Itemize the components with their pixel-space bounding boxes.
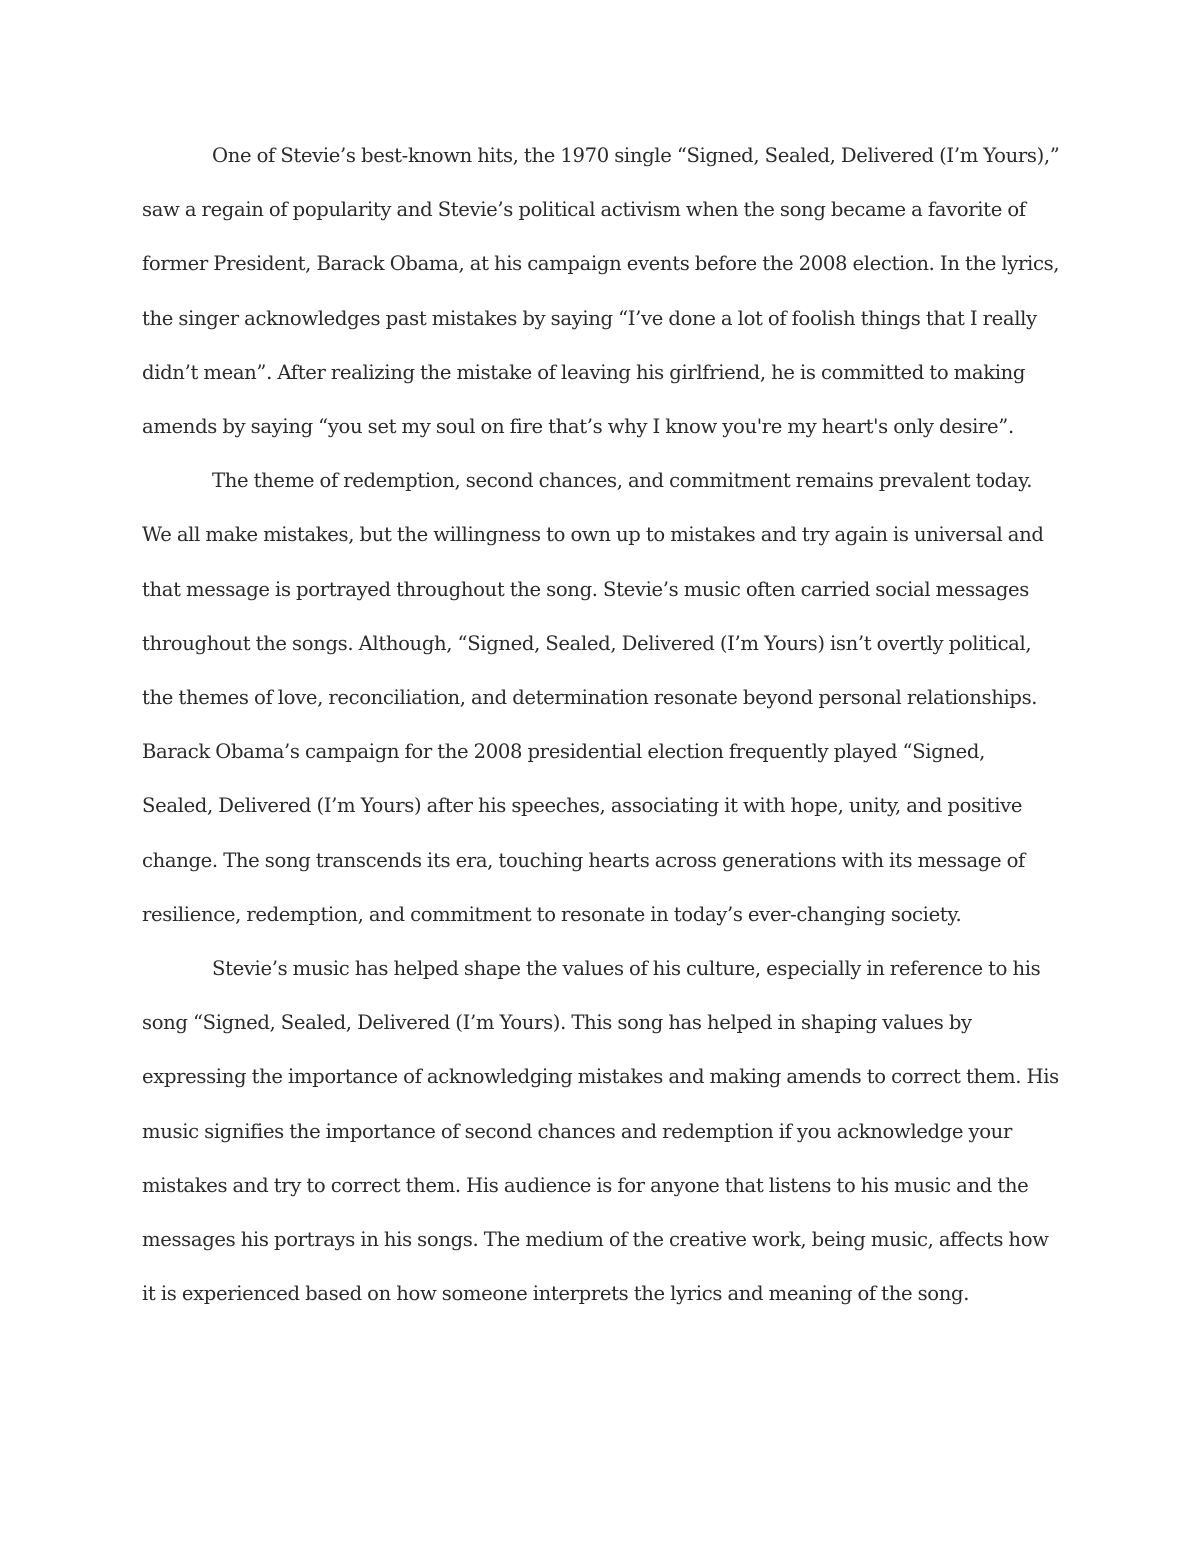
paragraph-1: One of Stevie’s best-known hits, the 1970 single “Signed, Sealed, Delivered (I’m Yours),” saw a regain of popularity and Stevie’s political activism when the song became a favorite of former President, Barack Obama, at his campaign events before the 2008 election. In the lyrics, the singer acknowledges past mistakes by saying “I’ve done a lot of foolish things that I really didn’t mean”. After realizing the mistake of leaving his girlfriend, he is committed to making amends by saying “you set my soul on fire that’s why I know you're my heart's only desire”. (142, 144, 1060, 439)
paragraph-3: Stevie’s music has helped shape the values of his culture, especially in reference to his song “Signed, Sealed, Delivered (I’m Yours). This song has helped in shaping values by expressing the importance of acknowledging mistakes and making amends to correct them. His music signifies the importance of second chances and redemption if you acknowledge your mistakes and try to correct them. His audience is for anyone that listens to his music and the messages his portrays in his songs. The medium of the creative work, being music, affects how it is experienced based on how someone interprets the lyrics and meaning of the song. (142, 957, 1059, 1306)
document-body (142, 129, 1060, 1321)
paragraph-2: The theme of redemption, second chances, and commitment remains prevalent today. We all make mistakes, but the willingness to own up to mistakes and try again is universal and that message is portrayed throughout the song. Stevie’s music often carried social messages throughout the songs. Although, “Signed, Sealed, Delivered (I’m Yours) isn’t overtly political, the themes of love, reconciliation, and determination resonate beyond personal relationships. Barack Obama’s campaign for the 2008 presidential election frequently played “Signed, Sealed, Delivered (I’m Yours) after his speeches, associating it with hope, unity, and positive change. The song transcends its era, touching hearts across generations with its message of resilience, redemption, and commitment to resonate in today’s ever-changing society. (142, 469, 1044, 926)
